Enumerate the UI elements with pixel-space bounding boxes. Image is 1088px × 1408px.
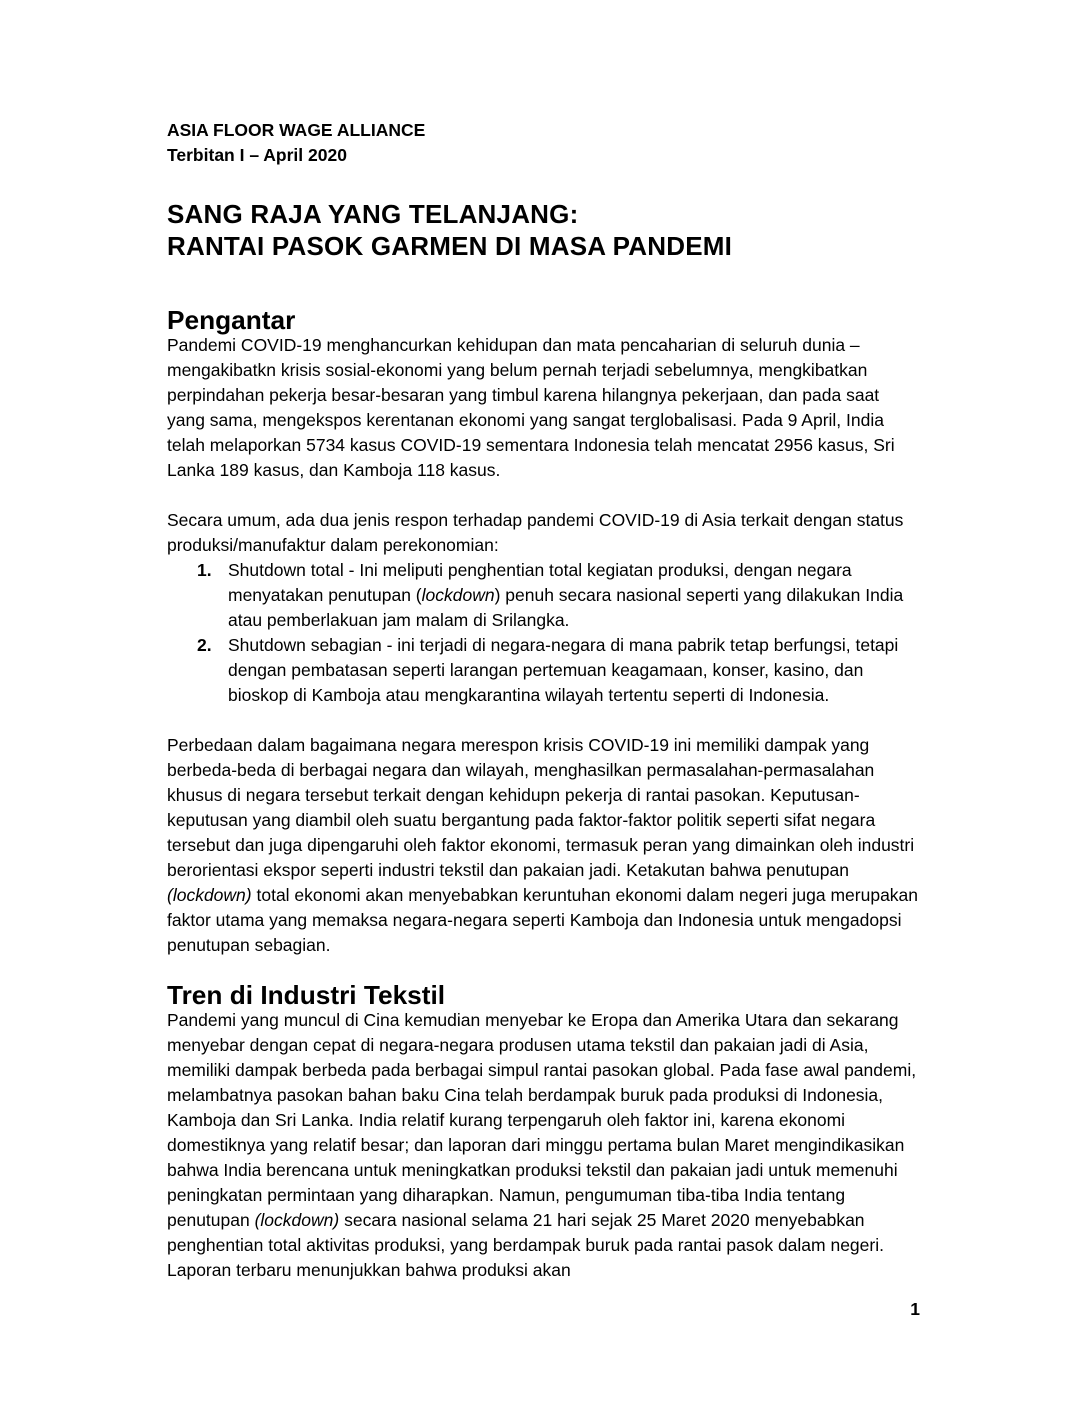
- doc-header: [167, 118, 920, 168]
- doc-title: [167, 198, 920, 262]
- list-item-text: Shutdown total - Ini meliputi penghentian total kegiatan produksi, dengan negara menyatakan penutupan (lockdown) penuh secara nasional seperti yang dilakukan India atau pemberlakuan jam malam di Srilangka.: [228, 560, 904, 630]
- list-item-shutdown-sebagian: [167, 633, 920, 708]
- paragraph-dua-jenis-respon: Secara umum, ada dua jenis respon terhadap pandemi COVID-19 di Asia terkait dengan status produksi/manufaktur dalam perekonomian:: [167, 510, 904, 555]
- section-heading-pengantar: Pengantar: [167, 305, 296, 335]
- section-pengantar: [167, 305, 920, 958]
- list-number: 2.: [197, 635, 212, 655]
- list-item-shutdown-total: [167, 558, 920, 633]
- section-heading-tren: Tren di Industri Tekstil: [167, 980, 446, 1010]
- doc-title-line2: RANTAI PASOK GARMEN DI MASA PANDEMI: [167, 231, 733, 261]
- paragraph-pandemi-covid: Pandemi COVID-19 menghancurkan kehidupan dan mata pencaharian di seluruh dunia – mengakibatkn krisis sosial-ekonomi yang belum pernah terjadi sebelumnya, mengkibatkan perpindahan pekerja besar-besaran yang timbul karena hilangnya pekerjaan, dan pada saat yang sama, mengekspos kerentanan ekonomi yang sangat terglobalisasi. Pada 9 April, India telah melaporkan 5734 kasus COVID-19 sementara Indonesia telah mencatat 2956 kasus, Sri Lanka 189 kasus, dan Kamboja 118 kasus.: [167, 335, 895, 480]
- org-name: ASIA FLOOR WAGE ALLIANCE: [167, 120, 426, 140]
- doc-title-line1: SANG RAJA YANG TELANJANG:: [167, 199, 579, 229]
- shutdown-type-list: [167, 558, 920, 708]
- edition-line: Terbitan I – April 2020: [167, 145, 347, 165]
- list-number: 1.: [197, 560, 212, 580]
- paragraph-perbedaan-respon: Perbedaan dalam bagaimana negara merespon krisis COVID-19 ini memiliki dampak yang berbeda-beda di berbagai negara dan wilayah, menghasilkan permasalahan-permasalahan khusus di negara tersebut terkait dengan kehidupn pekerja di rantai pasokan. Keputusan-keputusan yang diambil oleh suatu bergantung pada faktor-faktor politik seperti sifat negara tersebut dan juga dipengaruhi oleh faktor ekonomi, termasuk peran yang dimainkan oleh industri berorientasi ekspor seperti industri tekstil dan pakaian jadi. Ketakutan bahwa penutupan (lockdown) total ekonomi akan menyebabkan keruntuhan ekonomi dalam negeri juga merupakan faktor utama yang memaksa negara-negara seperti Kamboja dan Indonesia untuk mengadopsi penutupan sebagian.: [167, 735, 919, 955]
- paragraph-tren-tekstil: Pandemi yang muncul di Cina kemudian menyebar ke Eropa dan Amerika Utara dan sekarang menyebar dengan cepat di negara-negara produsen utama tekstil dan pakaian jadi di Asia, memiliki dampak berbeda pada berbagai simpul rantai pasokan global. Pada fase awal pandemi, melambatnya pasokan bahan baku Cina telah berdampak buruk pada produksi di Indonesia, Kamboja dan Sri Lanka. India relatif kurang terpengaruh oleh faktor ini, karena ekonomi domestiknya yang relatif besar; dan laporan dari minggu pertama bulan Maret mengindikasikan bahwa India berencana untuk meningkatkan produksi tekstil dan pakaian jadi untuk memenuhi peningkatan permintaan yang diharapkan. Namun, pengumuman tiba-tiba India tentang penutupan (lockdown) secara nasional selama 21 hari sejak 25 Maret 2020 menyebabkan penghentian total aktivitas produksi, yang berdampak buruk pada rantai pasok dalam negeri. Laporan terbaru menunjukkan bahwa produksi akan: [167, 1010, 917, 1280]
- page-number: 1: [910, 1299, 920, 1319]
- section-tren-industri: [167, 980, 920, 1283]
- list-item-text: Shutdown sebagian - ini terjadi di negara-negara di mana pabrik tetap berfungsi, tetapi dengan pembatasan seperti larangan pertemuan keagamaan, konser, kasino, dan bioskop di Kamboja atau mengkarantina wilayah tertentu seperti di Indonesia.: [228, 635, 899, 705]
